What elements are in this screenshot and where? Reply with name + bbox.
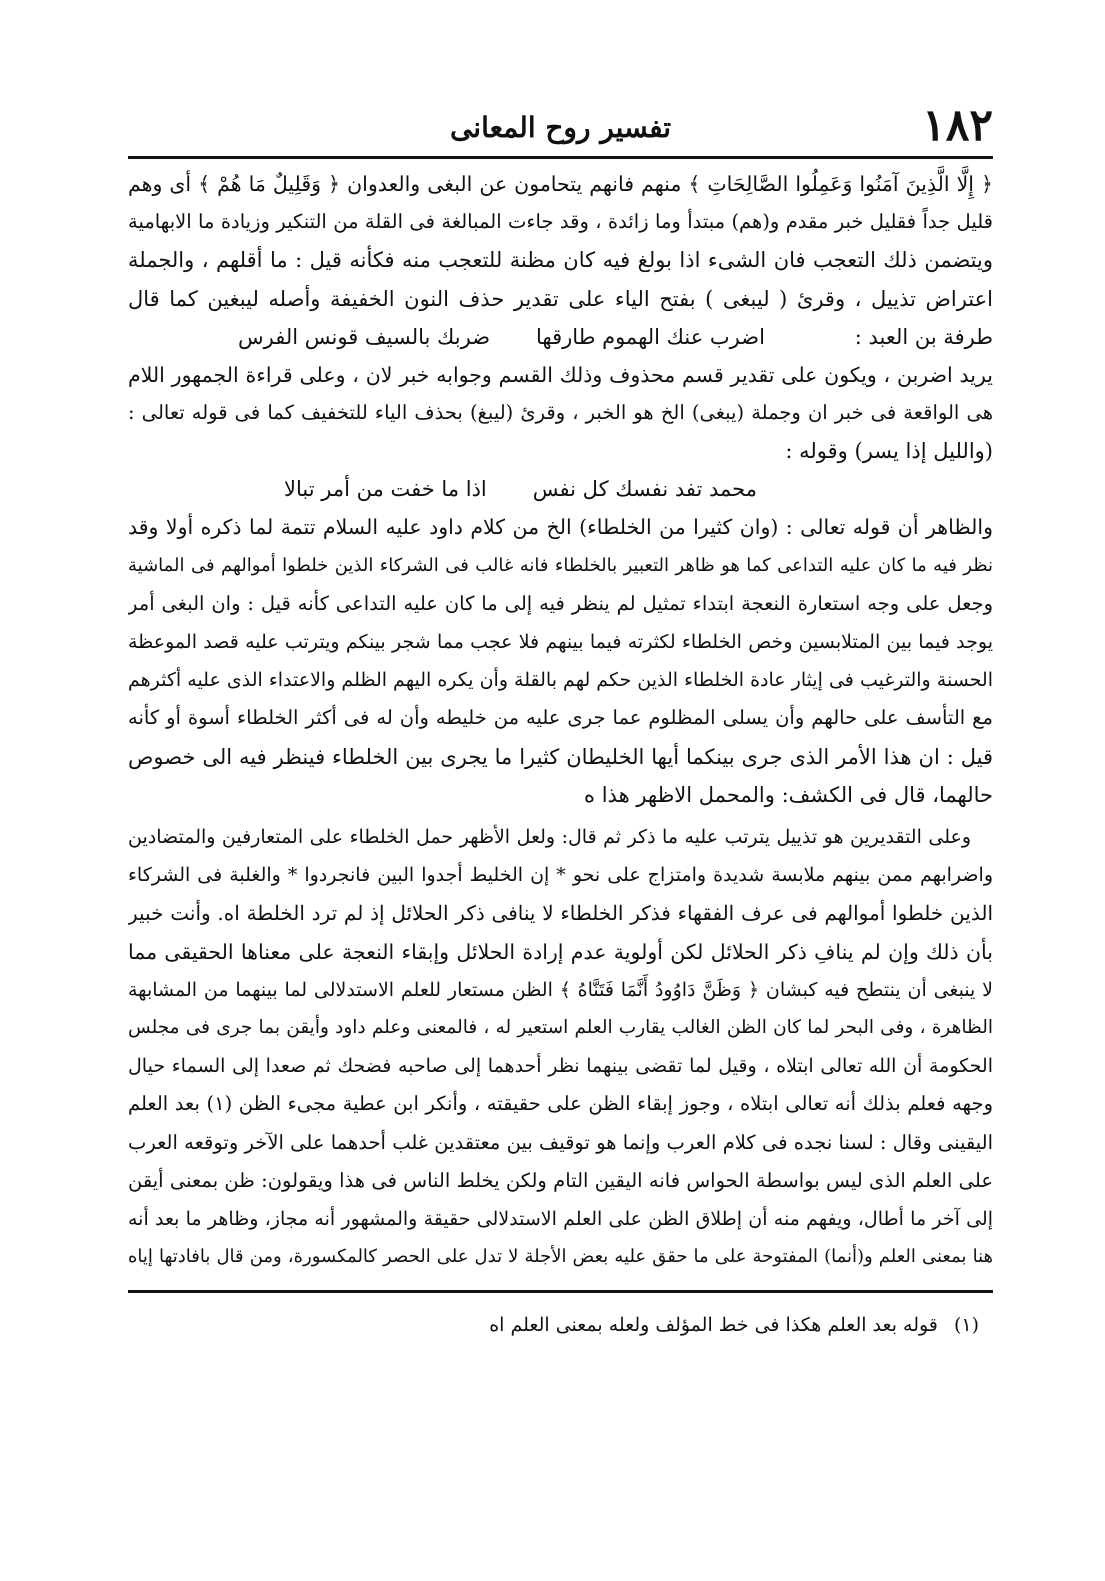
text-line: الحسنة والترغيب فى إيثار عادة الخلطاء الذين حكم لهم بالقلة وأن يكره اليهم الظلم والاعتداء الذى عليه أكثرهم	[128, 669, 993, 692]
verse-intro: طرفة بن العبد :	[854, 324, 993, 349]
verse-hemistich: اضرب عنك الهموم طارقها	[536, 324, 765, 349]
text-line: هنا بمعنى العلم و(أنما) المفتوحة على ما حقق عليه بعض الأجلة لا تدل على الحصر كالمكسورة، ومن قال بافادتها إياه	[128, 1246, 993, 1268]
text-line: الظاهرة ، وفى البحر لما كان الظن الغالب يقارب العلم استعير له ، فالمعنى وعلم داود وأيقن بما جرى فى مجلس	[128, 1017, 993, 1039]
footnote	[128, 1309, 993, 1341]
text-line: حالهما، قال فى الكشف: والمحمل الاظهر هذا ه	[584, 782, 993, 807]
text-line: وجهه فعلم بذلك أنه تعالى ابتلاه ، وجوز إبقاء الظن على حقيقته ، وأنكر ابن عطية مجىء الظن (١) بعد العلم	[128, 1092, 993, 1116]
header-rule	[128, 156, 993, 159]
main-text	[128, 165, 993, 1276]
text-line: والظاهر أن قوله تعالى : (وان كثيرا من الخلطاء) الخ من كلام داود عليه السلام تتمة لما ذكره أولا وقد	[128, 515, 993, 540]
text-line: نظر فيه ما كان عليه التداعى كما هو ظاهر التعبير بالخلطاء فانه غالب فى الشركاء الذين خلطوا أموالهم فى الماشية	[128, 554, 993, 576]
text-line: يوجد فيما بين المتلابسين وخص الخلطاء لكثرته فيما بينهم فلا عجب مما شجر بينكم ويترتب عليه قصد الموعظة	[128, 631, 993, 654]
text-line: على العلم الذى ليس بواسطة الحواس فانه اليقين التام ولكن يخلط الناس فى هذا ويقولون: ظن بمعنى أيقن	[128, 1168, 993, 1192]
text-line: إلى آخر ما أطال، ويفهم منه أن إطلاق الظن على العلم الاستدلالى حقيقة والمشهور أنه مجاز، وظاهر ما بعد أنه	[128, 1208, 993, 1231]
text-line: هى الواقعة فى خبر ان وجملة (يبغى) الخ هو الخبر ، وقرئ (ليبغ) بحذف الياء للتخفيف كما فى قوله تعالى :	[128, 401, 993, 425]
text-line: الذين خلطوا أموالهم فى عرف الفقهاء فذكر الخلطاء لا ينافى ذكر الحلائل إذ لم ترد الخلطة اه. وأنت خبير	[128, 901, 993, 926]
running-title: تفسير روح المعانى	[449, 111, 672, 144]
text-line: الحكومة أن الله تعالى ابتلاه ، وقيل لما تقضى بينهما نظر أحدهما إلى صاحبه فضحك ثم صعدا إلى السماء حيال	[128, 1055, 993, 1078]
verse-line	[128, 318, 993, 356]
text-line: مع التأسف على حالهم وأن يسلى المظلوم عما جرى عليه من خليطه وأن له فى أكثر الخلطاء أسوة أو كأنه	[128, 706, 993, 730]
text-line: اعتراض تذييل ، وقرئ ( ليبغى ) بفتح الياء على تقدير حذف النون الخفيفة وأصله ليبغين كما قال	[128, 286, 993, 311]
text-line: لا ينبغى أن ينتطح فيه كبشان ﴿ وَظَنَّ دَاوُودُ أَنَّمَا فَتَنَّاهُ ﴾ الظن مستعار للعلم الاستدلالى لما بينهما من المشابهة	[128, 978, 993, 1001]
footnote-marker: (١)	[953, 1314, 979, 1337]
page-header	[128, 100, 993, 156]
footnote-text: قوله بعد العلم هكذا فى خط المؤلف ولعله بمعنى العلم اه	[489, 1314, 938, 1337]
verse-line	[128, 470, 993, 508]
verse-hemistich: محمد تفد نفسك كل نفس	[532, 477, 757, 502]
text-line: ﴿ إِلَّا الَّذِينَ آمَنُوا وَعَمِلُوا الصَّالِحَاتِ ﴾ منهم فانهم يتحامون عن البغى والعدوان ﴿ وَقَلِيلٌ مَا هُمْ ﴾ أى وهم	[128, 172, 993, 196]
text-line: وجعل على وجه استعارة النعجة ابتداء تمثيل لم ينظر فيه إلى ما كان عليه التداعى كأنه قيل : وان البغى أمر	[128, 591, 993, 615]
footnote-rule	[128, 1290, 993, 1293]
text-line: يريد اضربن ، ويكون على تقدير قسم محذوف وذلك القسم وجوابه خبر لان ، وعلى قراءة الجمهور اللام	[128, 362, 993, 387]
text-line: اليقينى وقال : لسنا نجده فى كلام العرب وإنما هو توقيف بين معتقدين غلب أحدهما على الآخر وتوقعه العرب	[128, 1130, 993, 1154]
verse-hemistich: ضربك بالسيف قونس الفرس	[238, 324, 491, 349]
text-line: ويتضمن ذلك التعجب فان الشىء اذا بولغ فيه كان مظنة للتعجب منه فكأنه قيل : ما أقلهم ، والجملة	[128, 248, 993, 273]
text-line: قليل جداً فقليل خبر مقدم و(هم) مبتدأ وما زائدة ، وقد جاءت المبالغة فى القلة من التنكير وزيادة ما الابهامية	[128, 210, 993, 234]
book-page	[128, 100, 993, 1341]
text-line: قيل : ان هذا الأمر الذى جرى بينكما أيها الخليطان كثيرا ما يجرى بين الخلطاء فينظر فيه الى خصوص	[128, 744, 993, 769]
text-line: (والليل إذا يسر) وقوله :	[785, 439, 993, 464]
text-line: واضرابهم ممن بينهم ملابسة شديدة وامتزاج على نحو * إن الخليط أجدوا البين فانجردوا * والغلبة فى الشركاء	[128, 864, 993, 887]
page-number: ١٨٢	[922, 100, 993, 151]
text-line: وعلى التقديرين هو تذييل يترتب عليه ما ذكر ثم قال: ولعل الأظهر حمل الخلطاء على المتعارفين والمتضادين	[128, 826, 971, 849]
verse-hemistich: اذا ما خفت من أمر تبالا	[284, 477, 487, 502]
text-line: بأن ذلك وإن لم ينافِ ذكر الحلائل لكن أولوية عدم إرادة الحلائل وإبقاء النعجة على معناها الحقيقى مما	[128, 939, 993, 964]
